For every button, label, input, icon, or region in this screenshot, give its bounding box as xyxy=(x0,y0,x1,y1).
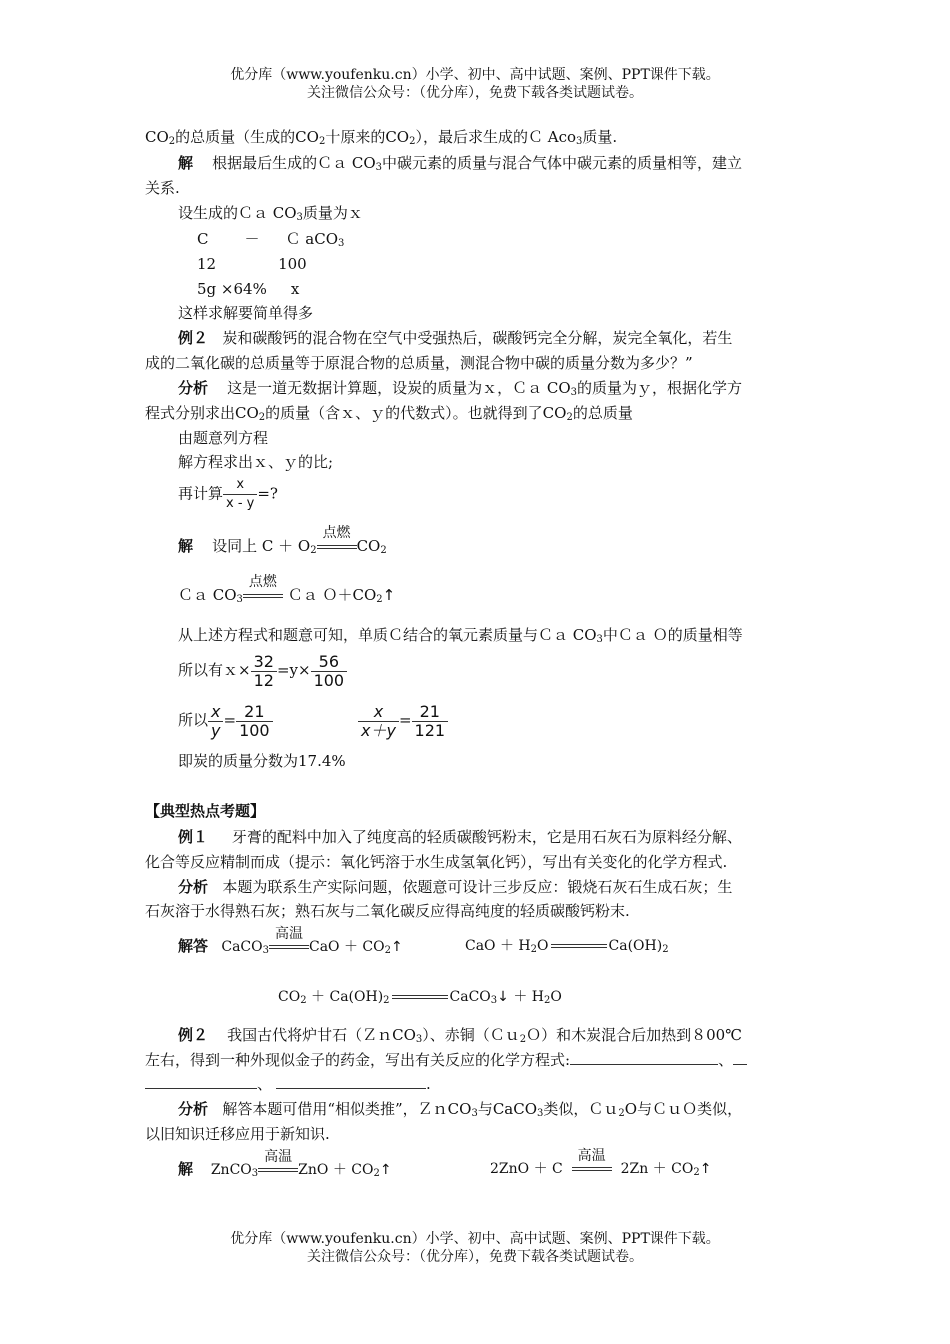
example-label: 例２ xyxy=(178,1026,209,1044)
equation: $CO_2 + Ca(OH)_2$ CaCO$_3$↓ ＋ $H_2O$ xyxy=(278,989,562,1006)
page-header xyxy=(0,66,950,102)
text-line: 程式分别求出$CO_2$的质量（含ｘ、ｙ的代数式）。也就得到了$CO_2$的总质量 xyxy=(145,404,633,423)
example-label: 例２ xyxy=(178,329,209,347)
answer-blank[interactable] xyxy=(733,1050,747,1065)
equation: $\frac{x}{x+y}$ = $\frac{21}{121}$ xyxy=(358,700,448,740)
equation: 解 ZnCO$_3$ 高温 ZnO ＋ $CO_2↑$ xyxy=(178,1149,392,1179)
equation: 2ZnO ＋ C 高温 $2Zn + CO_2↑$ xyxy=(490,1148,712,1178)
analysis-label: 分析 xyxy=(178,1100,209,1118)
answer-blank[interactable] xyxy=(145,1074,257,1089)
text-line: 分析 本题为联系生产实际问题，依题意可设计三步反应：锻烧石灰石生成石灰；生 xyxy=(178,878,733,896)
ratio-row: 5g ×64% x xyxy=(197,280,300,298)
analysis-label: 分析 xyxy=(178,878,209,896)
text-line: 关系. xyxy=(145,179,180,197)
text-line: 化合等反应精制而成（提示：氧化钙溶于水生成氢氧化钙），写出有关变化的化学方程式. xyxy=(145,853,728,871)
page-footer xyxy=(0,1230,950,1266)
equation: 解答 CaCO$_3$ 高温 CaO ＋ $CO_2↑$ xyxy=(178,926,403,956)
answer-label: 解 xyxy=(178,537,194,555)
text-line: 设生成的Ｃａ $CO_3$质量为ｘ xyxy=(178,204,363,223)
equation: Ｃａ $CO_3$ 点燃 Ｃａ $O+CO_2↑$ xyxy=(178,574,396,605)
text-line: 例１ 牙膏的配料中加入了纯度高的轻质碳酸钙粉末，它是用石灰石为原料经分解、 xyxy=(178,828,742,846)
text-line: 解 根据最后生成的Ｃａ $CO_3$中碳元素的质量与混合气体中碳元素的质量相等，建立 xyxy=(178,154,743,173)
footer-line-2: 关注微信公众号：（优分库），免费下载各类试题试卷。 xyxy=(307,1249,643,1265)
text-line: 例２ 炭和碳酸钙的混合物在空气中受强热后，碳酸钙完全分解，炭完全氧化，若生 xyxy=(178,329,733,347)
text-line: 从上述方程式和题意可知，单质Ｃ结合的氧元素质量与Ｃａ $CO_3$中Ｃａ Ｏ的质量相等 xyxy=(178,626,743,645)
text-line: 成的二氧化碳的总质量等于原混合物的总质量，测混合物中碳的质量分数为多少？” xyxy=(145,354,693,372)
text-line: 分析 解答本题可借用“相似类推”，ＺｎCO$_3$与CaCO$_3$类似，Ｃｕ$_2$O与ＣｕＯ类似， xyxy=(178,1100,743,1119)
text-line: 石灰溶于水得熟石灰；熟石灰与二氧化碳反应得高纯度的轻质碳酸钙粉末. xyxy=(145,902,630,920)
text-line: 分析 这是一道无数据计算题，设炭的质量为ｘ，Ｃａ $CO_3$的质量为ｙ，根据化学方 xyxy=(178,379,743,398)
section-heading: 【典型热点考题】 xyxy=(145,802,266,820)
text-line: 、 . xyxy=(145,1073,431,1095)
text-line: 例２ 我国古代将炉甘石（ＺｎCO$_3$）、赤铜（Ｃｕ$_2$Ｏ）和木炭混合后加热到８00℃ xyxy=(178,1026,743,1045)
equation: 解 设同上 $C + O_2$ 点燃 $CO_2$ xyxy=(178,525,387,556)
header-line-2: 关注微信公众号：（优分库），免费下载各类试题试卷。 xyxy=(307,85,643,101)
ratio-row: 12 100 xyxy=(197,255,307,273)
answer-label: 解 xyxy=(178,154,194,172)
text-line: 即炭的质量分数为17.4% xyxy=(178,752,346,770)
answer-blank[interactable] xyxy=(276,1074,426,1089)
ratio-row: C － Ｃ aCO$_3$ xyxy=(197,230,345,249)
equation: 所以 $\frac{x}{y}$ = $\frac{21}{100}$ xyxy=(178,700,273,740)
text-line: 左右，得到一种外现似金子的药金，写出有关反应的化学方程式: 、 xyxy=(145,1049,747,1071)
example-label: 例１ xyxy=(178,828,209,846)
text-line: 再计算 $\frac{x}{x - y}$ =? xyxy=(178,477,278,511)
text-line: 以旧知识迁移应用于新知识. xyxy=(145,1125,330,1143)
text-line: 这样求解要简单得多 xyxy=(178,304,314,322)
text-line: 由题意列方程 xyxy=(178,429,269,447)
equation: CaO ＋ $H_2O$ $Ca(OH)_2$ xyxy=(465,938,669,955)
answer-label: 解答 xyxy=(178,937,209,955)
answer-blank[interactable] xyxy=(570,1050,718,1065)
text-line: $CO_2$的总质量（生成的$CO_2$十原来的$CO_2$），最后求生成的Ｃ Aco$_3$质量. xyxy=(145,128,618,147)
text-line: 解方程求出ｘ、ｙ的比; xyxy=(178,453,334,471)
answer-label: 解 xyxy=(178,1160,194,1178)
equation: 所以有ｘ× $\frac{32}{12}$ =y× $\frac{56}{100}$ xyxy=(178,650,347,690)
header-line-1: 优分库（www.youfenku.cn）小学、初中、高中试题、案例、PPT课件下载。 xyxy=(230,67,720,83)
footer-line-1: 优分库（www.youfenku.cn）小学、初中、高中试题、案例、PPT课件下载。 xyxy=(230,1231,720,1247)
analysis-label: 分析 xyxy=(178,379,209,397)
